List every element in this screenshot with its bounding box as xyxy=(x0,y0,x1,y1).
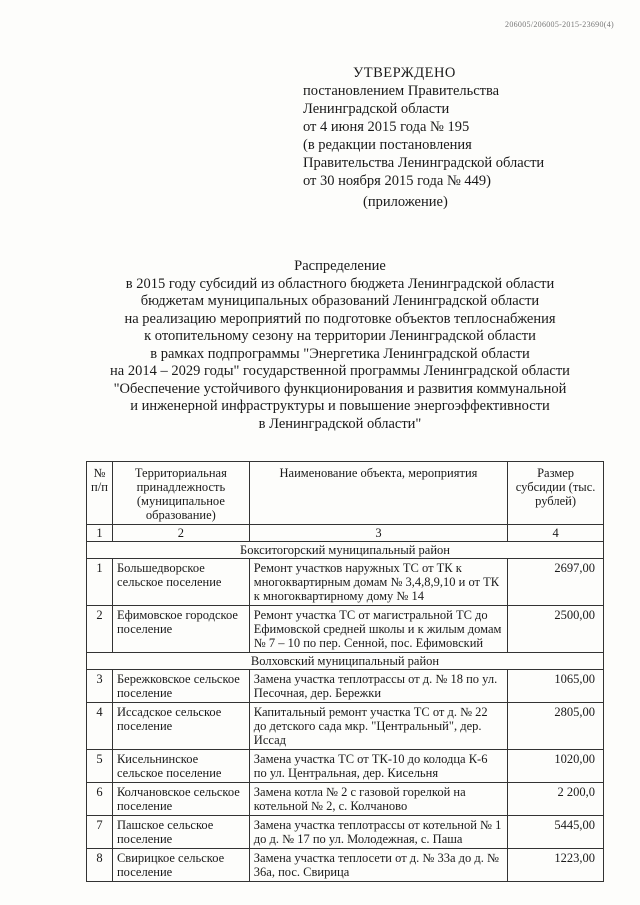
approval-line: от 4 июня 2015 года № 195 xyxy=(303,119,470,135)
appendix-label: (приложение) xyxy=(363,194,448,210)
row-number: 2 xyxy=(87,606,113,653)
row-subsidy: 1223,00 xyxy=(508,849,604,882)
row-object: Ремонт участка ТС от магистральной ТС до Ефимовской средней школы и к жилым домам № 7 – 10 по пер. Сенной, пос. Ефимовский xyxy=(249,606,507,653)
row-subsidy: 1020,00 xyxy=(508,750,604,783)
row-object: Ремонт участков наружных ТС от ТК к многоквартирным домам № 3,4,8,9,10 и от ТК к многоквартирному дому № 14 xyxy=(249,559,507,606)
header-number: № п/п xyxy=(87,462,113,525)
table-row xyxy=(87,670,604,703)
row-object: Замена котла № 2 с газовой горелкой на котельной № 2, с. Колчаново xyxy=(249,783,507,816)
approval-block xyxy=(303,64,623,211)
row-subsidy: 2805,00 xyxy=(508,703,604,750)
heading-line: к отопительному сезону на территории Ленинградской области xyxy=(144,328,536,344)
row-number: 8 xyxy=(87,849,113,882)
row-object: Замена участка теплотрассы от д. № 18 по ул. Песочная, дер. Бережки xyxy=(249,670,507,703)
table-row xyxy=(87,703,604,750)
heading-line: в 2015 году субсидий из областного бюджета Ленинградской области xyxy=(125,275,555,292)
row-number: 6 xyxy=(87,783,113,816)
table-row xyxy=(87,849,604,882)
row-municipality: Иссадское сельское поселение xyxy=(112,703,249,750)
row-subsidy: 2697,00 xyxy=(508,559,604,606)
row-object: Капитальный ремонт участка ТС от д. № 22 до детского сада мкр. "Центральный", дер. Иссад xyxy=(249,703,507,750)
row-municipality: Ефимовское городское поселение xyxy=(112,606,249,653)
region-name: Бокситогорский муниципальный район xyxy=(87,542,604,559)
row-municipality: Свирицкое сельское поселение xyxy=(112,849,249,882)
header-object: Наименование объекта, мероприятия xyxy=(249,462,507,525)
row-object: Замена участка ТС от ТК-10 до колодца К-6 по ул. Центральная, дер. Кисельня xyxy=(249,750,507,783)
row-municipality: Пашское сельское поселение xyxy=(112,816,249,849)
column-index-row xyxy=(87,525,604,542)
heading-line: бюджетам муниципальных образований Ленинградской области xyxy=(140,293,540,309)
heading-line: в Ленинградской области" xyxy=(258,415,422,432)
row-municipality: Кисельнинское сельское поселение xyxy=(112,750,249,783)
subsidy-table xyxy=(86,461,604,882)
table-header-row xyxy=(87,462,604,525)
heading-line: на реализацию мероприятий по подготовке объектов теплоснабжения xyxy=(124,310,556,327)
row-subsidy: 1065,00 xyxy=(508,670,604,703)
column-index: 3 xyxy=(249,525,507,542)
header-municipality: Территориальная принадлежность (муниципальное образование) xyxy=(112,462,249,525)
row-number: 5 xyxy=(87,750,113,783)
row-number: 7 xyxy=(87,816,113,849)
header-subsidy: Размер субсидии (тыс. рублей) xyxy=(508,462,604,525)
heading-line: и инженерной инфраструктуры и повышение энергоэффективности xyxy=(130,398,550,414)
row-municipality: Колчановское сельское поселение xyxy=(112,783,249,816)
region-row xyxy=(87,653,604,670)
row-subsidy: 2500,00 xyxy=(508,606,604,653)
approval-line: Ленинградской области xyxy=(303,101,450,117)
approval-line: от 30 ноября 2015 года № 449) xyxy=(303,173,491,189)
column-index: 1 xyxy=(87,525,113,542)
row-number: 3 xyxy=(87,670,113,703)
column-index: 4 xyxy=(508,525,604,542)
table-row xyxy=(87,606,604,653)
row-municipality: Бережковское сельское поселение xyxy=(112,670,249,703)
table-row xyxy=(87,750,604,783)
table-row xyxy=(87,783,604,816)
row-object: Замена участка теплотрассы от котельной № 1 до д. № 17 по ул. Молодежная, с. Паша xyxy=(249,816,507,849)
column-index: 2 xyxy=(112,525,249,542)
document-heading xyxy=(20,258,640,433)
row-subsidy: 5445,00 xyxy=(508,816,604,849)
document-code: 206005/206005-2015-23690(4) xyxy=(505,20,614,29)
approval-line: (в редакции постановления xyxy=(303,137,472,153)
heading-line: на 2014 – 2029 годы" государственной программы Ленинградской области xyxy=(110,363,570,379)
heading-line: Распределение xyxy=(294,258,386,274)
table-row xyxy=(87,559,604,606)
region-name: Волховский муниципальный район xyxy=(87,653,604,670)
table-row xyxy=(87,816,604,849)
row-municipality: Большедворское сельское поселение xyxy=(112,559,249,606)
row-number: 1 xyxy=(87,559,113,606)
approval-line: Правительства Ленинградской области xyxy=(303,155,545,171)
row-subsidy: 2 200,0 xyxy=(508,783,604,816)
row-number: 4 xyxy=(87,703,113,750)
row-object: Замена участка теплосети от д. № 33а до д. № 36а, пос. Свирица xyxy=(249,849,507,882)
approval-line: постановлением Правительства xyxy=(303,83,500,99)
approval-title: УТВЕРЖДЕНО xyxy=(353,65,456,81)
heading-line: в рамках подпрограммы "Энергетика Ленинградской области xyxy=(150,345,530,362)
heading-line: "Обеспечение устойчивого функционирования и развития коммунальной xyxy=(113,380,567,397)
region-row xyxy=(87,542,604,559)
